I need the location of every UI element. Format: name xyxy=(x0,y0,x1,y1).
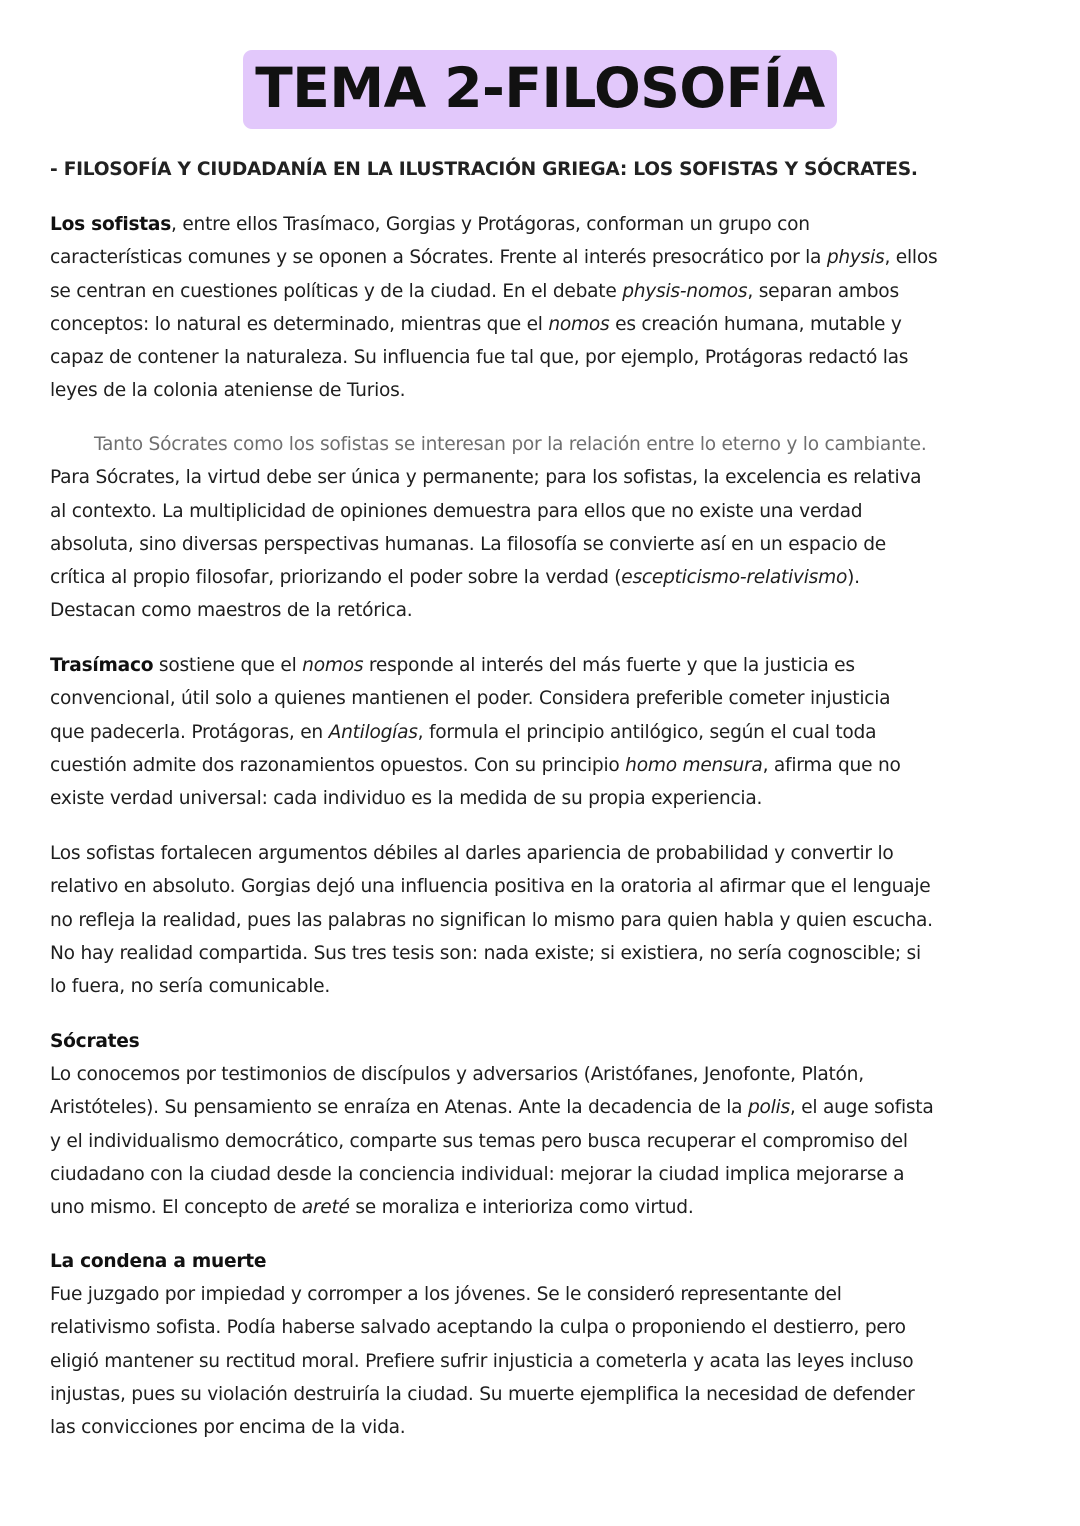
text-line: y el individualismo democrático, comparte sus temas pero busca recuperar el compromiso del xyxy=(50,1130,908,1152)
text-line xyxy=(50,1091,1030,1124)
text-run: responde al interés del más fuerte y que la justicia es xyxy=(363,655,855,676)
text-line xyxy=(50,716,1030,749)
text-line xyxy=(50,241,1030,274)
text-line: las convicciones por encima de la vida. xyxy=(50,1417,406,1439)
text-line: Destacan como maestros de la retórica. xyxy=(50,600,413,622)
italic-term: physis xyxy=(826,247,885,269)
italic-term: polis xyxy=(747,1097,790,1119)
paragraph-sofistas xyxy=(50,208,1030,408)
text-run: crítica al propio filosofar, priorizando el poder sobre la verdad ( xyxy=(50,567,622,589)
text-run: , ellos xyxy=(884,247,938,269)
paragraph-socrates xyxy=(50,1058,1030,1224)
text-run: Aristóteles). Su pensamiento se enraíza en Atenas. Ante la decadencia de la xyxy=(50,1097,748,1119)
bold-term: Los sofistas xyxy=(50,214,172,235)
text-line xyxy=(50,749,1030,782)
text-line: relativismo sofista. Podía haberse salvado aceptando la culpa o proponiendo el destierro, pero xyxy=(50,1317,906,1339)
text-run: cuestión admite dos razonamientos opuestos. Con su principio xyxy=(50,754,626,776)
text-line: relativo en absoluto. Gorgias dejó una influencia positiva en la oratoria al afirmar que el lenguaje xyxy=(50,876,931,898)
text-line: al contexto. La multiplicidad de opiniones demuestra para ellos que no existe una verdad xyxy=(50,500,863,522)
text-run: , afirma que no xyxy=(762,754,901,776)
italic-term: homo mensura xyxy=(625,754,763,776)
italic-term: escepticismo-relativismo xyxy=(621,567,848,589)
bold-term: Trasímaco xyxy=(50,655,154,676)
text-run: se moraliza e interioriza como virtud. xyxy=(349,1197,694,1219)
italic-term: nomos xyxy=(302,655,364,676)
text-line xyxy=(50,275,1030,308)
text-run: sostiene que el xyxy=(153,655,303,676)
text-line: eligió mantener su rectitud moral. Prefiere sufrir injusticia a cometerla y acata las leyes incluso xyxy=(50,1350,914,1372)
text-line: Tanto Sócrates como los sofistas se interesan por la relación entre lo eterno y lo cambiante. xyxy=(94,434,927,455)
paragraph-trasimaco xyxy=(50,649,1030,815)
text-line: ciudadano con la ciudad desde la conciencia individual: mejorar la ciudad implica mejorarse a xyxy=(50,1163,905,1185)
text-line: Lo conocemos por testimonios de discípulos y adversarios (Aristófanes, Jenofonte, Platón, xyxy=(50,1064,864,1085)
text-run: que padecerla. Protágoras, en xyxy=(50,721,329,743)
italic-term: physis-nomos xyxy=(622,280,748,302)
text-run: , entre ellos Trasímaco, Gorgias y Protágoras, conforman un grupo con xyxy=(171,214,810,235)
text-line: no refleja la realidad, pues las palabras no significan lo mismo para quien habla y quien escucha. xyxy=(50,909,933,931)
text-line xyxy=(50,308,1030,341)
subheading-condena: La condena a muerte xyxy=(50,1251,267,1272)
paragraph-gorgias xyxy=(50,837,1030,1003)
text-line: Fue juzgado por impiedad y corromper a los jóvenes. Se le consideró representante del xyxy=(50,1284,842,1305)
text-run: , el auge sofista xyxy=(789,1097,934,1119)
text-line: absoluta, sino diversas perspectivas humanas. La filosofía se convierte así en un espacio de xyxy=(50,533,886,555)
section-heading: - FILOSOFÍA Y CIUDADANÍA EN LA ILUSTRACIÓN GRIEGA: LOS SOFISTAS Y SÓCRATES. xyxy=(50,159,918,180)
text-run: ). xyxy=(847,567,860,589)
italic-term: Antilogías xyxy=(328,721,418,743)
text-run: , formula el principio antilógico, según el cual toda xyxy=(417,721,877,743)
text-run: se centran en cuestiones políticas y de la ciudad. En el debate xyxy=(50,280,623,302)
text-line: capaz de contener la naturaleza. Su influencia fue tal que, por ejemplo, Protágoras redactó las xyxy=(50,347,909,369)
text-line: existe verdad universal: cada individuo es la medida de su propia experiencia. xyxy=(50,788,763,810)
text-run: es creación humana, mutable y xyxy=(609,313,902,335)
paragraph-condena xyxy=(50,1278,1030,1444)
text-line: leyes de la colonia ateniense de Turios. xyxy=(50,380,406,402)
text-line xyxy=(50,561,1030,594)
title-container xyxy=(0,50,1080,129)
subheading-socrates: Sócrates xyxy=(50,1031,140,1052)
text-line: Los sofistas fortalecen argumentos débiles al darles apariencia de probabilidad y convertir lo xyxy=(50,843,894,864)
text-run: , separan ambos xyxy=(747,280,899,302)
text-line: lo fuera, no sería comunicable. xyxy=(50,976,331,998)
text-line xyxy=(50,208,1030,241)
text-line: No hay realidad compartida. Sus tres tesis son: nada existe; si existiera, no sería cognoscible; si xyxy=(50,942,921,964)
text-line: Para Sócrates, la virtud debe ser única y permanente; para los sofistas, la excelencia es relativa xyxy=(50,467,922,489)
text-line xyxy=(50,1191,1030,1224)
text-run: características comunes y se oponen a Sócrates. Frente al interés presocrático por la xyxy=(50,247,827,269)
text-run: uno mismo. El concepto de xyxy=(50,1197,302,1219)
paragraph-virtud xyxy=(50,428,1030,628)
text-line: injustas, pues su violación destruiría la ciudad. Su muerte ejemplifica la necesidad de defender xyxy=(50,1383,915,1405)
italic-term: nomos xyxy=(548,313,610,335)
text-run: conceptos: lo natural es determinado, mientras que el xyxy=(50,313,549,335)
text-line: convencional, útil solo a quienes mantienen el poder. Considera preferible cometer injusticia xyxy=(50,688,891,710)
text-line xyxy=(50,649,1030,682)
italic-term: areté xyxy=(301,1197,350,1219)
page-title: TEMA 2-FILOSOFÍA xyxy=(243,50,836,129)
